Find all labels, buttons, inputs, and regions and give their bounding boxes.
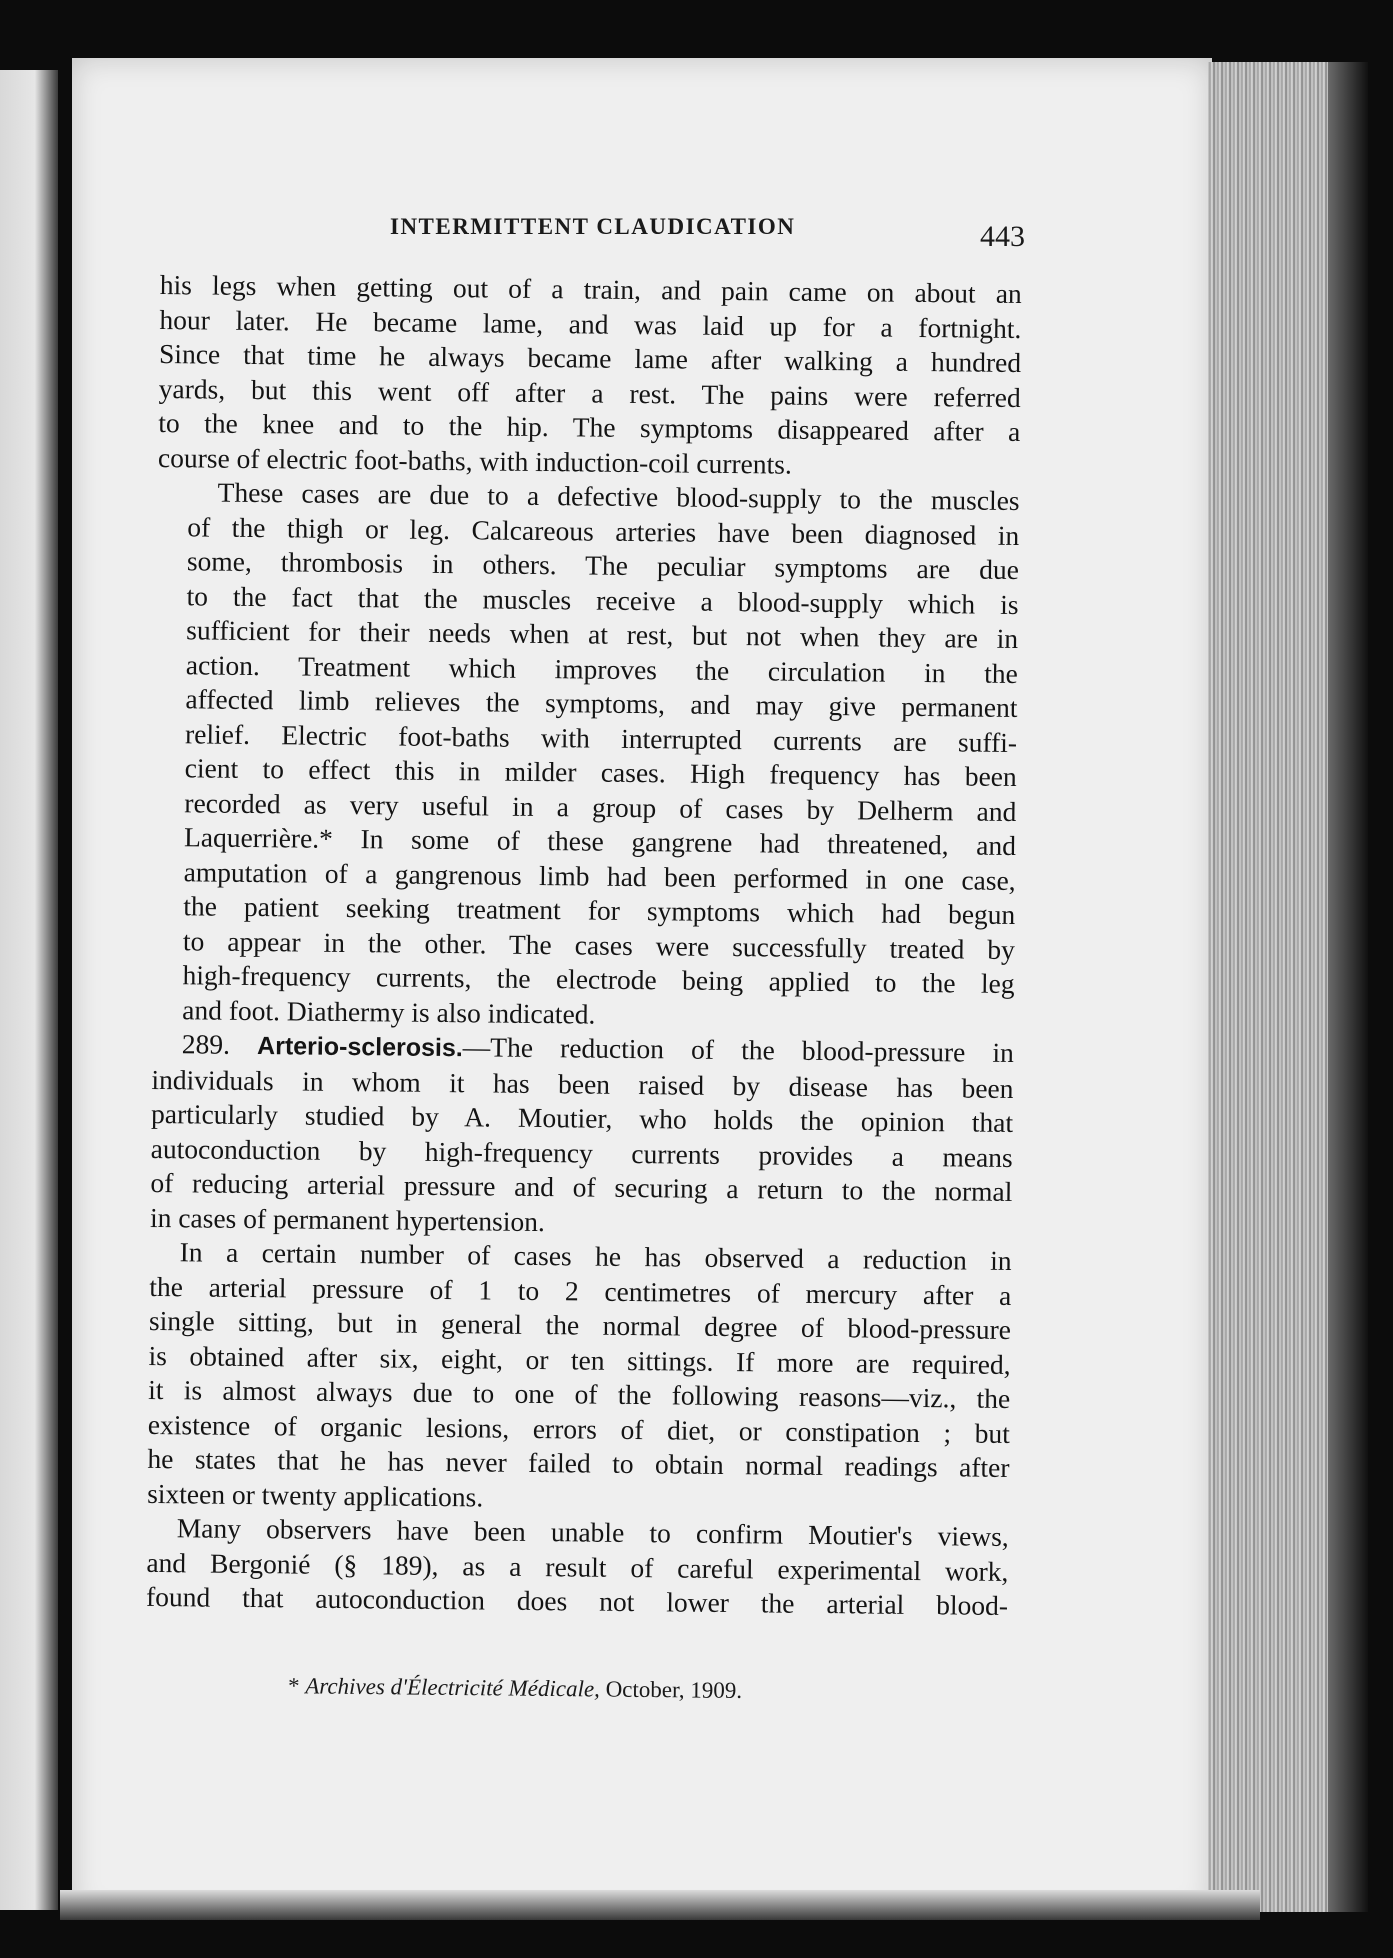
- text-line: is obtained after six, eight, or ten sittings. If more are required,: [148, 1339, 1011, 1380]
- text-line: sufficient for their needs when at rest, but not when they are in: [186, 614, 1019, 655]
- text-line: In a certain number of cases he has observed a reduction in: [179, 1236, 1012, 1276]
- text-line: to appear in the other. The cases were successfully treated by: [182, 924, 1016, 965]
- section-number: 289.: [181, 1028, 231, 1060]
- text-line: he states that he has never failed to obtain normal readings after: [147, 1442, 1010, 1483]
- body-text: [146, 268, 1022, 1623]
- text-line: These cases are due to a defective blood-supply to the muscles: [217, 476, 1020, 517]
- page-stack-shadow: [1328, 62, 1368, 1912]
- text-line: and Bergonié (§ 189), as a result of careful experimental work,: [146, 1546, 1009, 1587]
- text-line: and foot. Diathermy is also indicated.: [182, 993, 596, 1030]
- running-title: INTERMITTENT CLAUDICATION: [390, 214, 796, 239]
- text-line: single sitting, but in general the normal degree of blood-pressure: [148, 1304, 1012, 1345]
- section-first-line-text: —The reduction of the blood-pressure in: [462, 1031, 1014, 1068]
- text-line: relief. Electric foot-baths with interrupted currents are suffi-: [184, 717, 1018, 758]
- text-line: some, thrombosis in others. The peculiar symptoms are due: [186, 545, 1020, 586]
- footnote-date: October, 1909.: [605, 1676, 743, 1703]
- text-line: Since that time he always became lame after walking a hundred: [158, 337, 1022, 379]
- text-line: Laquerrière.* In some of these gangrene had threatened, and: [183, 821, 1017, 861]
- text-line: action. Treatment which improves the circulation in the: [185, 648, 1018, 689]
- text-line: cient to effect this in milder cases. High frequency has been: [184, 752, 1017, 792]
- text-line: sixteen or twenty applications.: [147, 1477, 484, 1512]
- text-line: affected limb relieves the symptoms, and may give permanent: [185, 683, 1018, 724]
- text-line: the patient seeking treatment for symptoms which had begun: [183, 890, 1016, 930]
- text-line: of the thigh or leg. Calcareous arteries have been diagnosed in: [187, 510, 1020, 551]
- text-line: the arterial pressure of 1 to 2 centimetres of mercury after a: [149, 1270, 1012, 1311]
- paragraph-5: [146, 1511, 1009, 1624]
- text-line: hour later. He became lame, and was laid up for a fortnight.: [159, 303, 1022, 344]
- page-stack-edge: [1208, 62, 1328, 1912]
- paragraph-2: [152, 475, 1020, 1036]
- text-line: to the fact that the muscles receive a blood-supply which is: [186, 579, 1019, 620]
- text-line: found that autoconduction does not lower the arterial blood-: [145, 1580, 1009, 1621]
- paragraph-4: [147, 1235, 1012, 1520]
- left-page-edge: [0, 70, 58, 1910]
- text-line: individuals in whom it has been raised by disease has been: [151, 1063, 1014, 1104]
- text-line: to the knee and to the hip. The symptoms disappeared after a: [158, 406, 1021, 448]
- text-line: autoconduction by high-frequency currents provides a means: [150, 1132, 1013, 1173]
- section-heading: Arterio-sclerosis.: [256, 1032, 463, 1063]
- text-line: in cases of permanent hypertension.: [149, 1201, 546, 1237]
- text-line: yards, but this went off after a rest. The pains were referred: [158, 372, 1021, 413]
- text-line: existence of organic lesions, errors of diet, or constipation ; but: [147, 1408, 1011, 1449]
- text-line: particularly studied by A. Moutier, who holds the opinion that: [150, 1097, 1014, 1138]
- footnote-marker: *: [287, 1673, 300, 1699]
- paragraph-1: [158, 268, 1022, 484]
- text-line: his legs when getting out of a train, and pain came on about an: [159, 268, 1022, 310]
- footnote-journal: Archives d'Électricité Médicale,: [305, 1673, 601, 1702]
- page-number: 443: [980, 220, 1025, 253]
- text-line: it is almost always due to one of the following reasons—viz., the: [148, 1373, 1011, 1414]
- bottom-page-edge: [60, 1890, 1260, 1920]
- text-line: course of electric foot-baths, with induction-coil currents.: [157, 441, 792, 480]
- text-line: recorded as very useful in a group of cases by Delherm and: [184, 786, 1017, 827]
- text-line: of reducing arterial pressure and of securing a return to the normal: [150, 1166, 1013, 1207]
- text-line: high-frequency currents, the electrode being applied to the leg: [182, 959, 1015, 999]
- text-line: amputation of a gangrenous limb had been performed in one case,: [183, 855, 1016, 896]
- paragraph-3: [150, 1027, 1014, 1244]
- text-line: Many observers have been unable to confirm Moutier's views,: [176, 1512, 1009, 1552]
